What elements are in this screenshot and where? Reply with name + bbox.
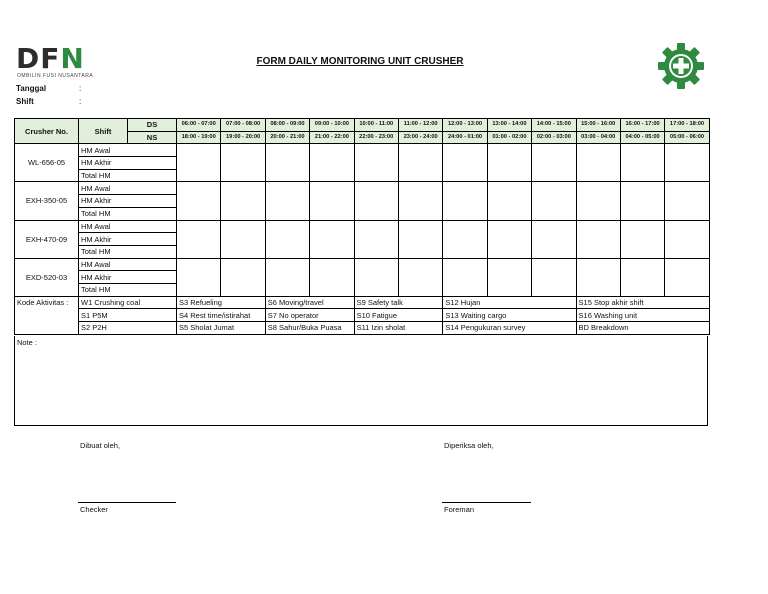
shift-row [16,97,82,106]
hour-cell[interactable] [354,258,398,296]
logo-accent: N [60,42,85,75]
gear-plus-icon [657,42,705,90]
ds-time-header: 12:00 - 13:00 [443,119,487,132]
activity-code-row [15,296,710,309]
hour-cell[interactable] [221,144,265,182]
hour-cell[interactable] [310,182,354,220]
hour-cell[interactable] [620,220,664,258]
shift-label: Shift [16,97,34,106]
hm-row-label: HM Akhir [79,157,177,170]
activity-code: S6 Moving/travel [265,296,354,309]
header-row-ds [15,119,710,132]
hour-cell[interactable] [354,182,398,220]
hm-row-label: HM Awal [79,220,177,233]
ds-label: DS [128,119,177,132]
ns-time-header: 04:00 - 05:00 [620,131,664,144]
crusher-number: EXH-470-09 [15,220,79,258]
ns-time-header: 05:00 - 06:00 [665,131,709,144]
ds-time-header: 06:00 - 07:00 [177,119,221,132]
hour-cell[interactable] [443,258,487,296]
hour-cell[interactable] [310,144,354,182]
ns-time-header: 24:00 - 01:00 [443,131,487,144]
monitoring-table [14,118,710,335]
ds-time-header: 09:00 - 10:00 [310,119,354,132]
logo-text: DF [16,42,61,75]
hour-cell[interactable] [665,182,709,220]
activity-code-label [15,322,79,335]
activity-code: S15 Stop akhir shift [576,296,709,309]
checker-label: Checker [80,505,108,514]
ds-time-header: 13:00 - 14:00 [487,119,531,132]
activity-code-label [15,309,79,322]
activity-code: S7 No operator [265,309,354,322]
activity-code-row [15,322,710,335]
hm-row-label: Total HM [79,169,177,182]
activity-code: S12 Hujan [443,296,576,309]
ds-time-header: 14:00 - 15:00 [532,119,576,132]
tanggal-colon: : [79,84,82,93]
hm-row-label: Total HM [79,245,177,258]
made-by-label: Dibuat oleh, [80,441,121,450]
activity-code: S4 Rest time/istirahat [177,309,266,322]
activity-code: S10 Fatigue [354,309,443,322]
hour-cell[interactable] [665,144,709,182]
ns-time-header: 03:00 - 04:00 [576,131,620,144]
ns-time-header: 20:00 - 21:00 [265,131,309,144]
col-crusher-header: Crusher No. [15,119,79,144]
crusher-number: EXD-520-03 [15,258,79,296]
crusher-number: EXH-350-05 [15,182,79,220]
hm-row-label: HM Akhir [79,233,177,246]
activity-code: S11 Izin sholat [354,322,443,335]
tanggal-row [16,84,82,93]
hour-cell[interactable] [443,220,487,258]
hour-cell[interactable] [398,144,442,182]
ns-time-header: 22:00 - 23:00 [354,131,398,144]
notes-label: Note : [17,338,38,347]
activity-code: S2 P2H [79,322,177,335]
activity-code-row [15,309,710,322]
ns-time-header: 23:00 - 24:00 [398,131,442,144]
ds-time-header: 17:00 - 18:00 [665,119,709,132]
foreman-signature-line[interactable] [442,502,531,503]
foreman-label: Foreman [444,505,475,514]
hour-cell[interactable] [665,220,709,258]
col-shift-header: Shift [79,119,128,144]
activity-code-label: Kode Aktivitas : [15,296,79,309]
hour-cell[interactable] [265,182,309,220]
shift-colon: : [79,97,82,106]
ns-time-header: 02:00 - 03:00 [532,131,576,144]
ns-time-header: 01:00 - 02:00 [487,131,531,144]
hour-cell[interactable] [443,182,487,220]
hour-cell[interactable] [443,144,487,182]
hm-row-label: HM Awal [79,182,177,195]
hour-cell[interactable] [310,258,354,296]
company-logo [16,42,102,81]
hm-row-label: HM Awal [79,144,177,157]
hour-cell[interactable] [221,258,265,296]
hour-cell[interactable] [177,182,221,220]
activity-code: BD Breakdown [576,322,709,335]
hour-cell[interactable] [576,258,620,296]
hour-cell[interactable] [177,220,221,258]
ds-time-header: 07:00 - 08:00 [221,119,265,132]
hour-cell[interactable] [487,182,531,220]
hour-cell[interactable] [221,182,265,220]
hour-cell[interactable] [265,144,309,182]
hm-row-label: Total HM [79,207,177,220]
ds-time-header: 16:00 - 17:00 [620,119,664,132]
hour-cell[interactable] [487,220,531,258]
logo-subtitle: OMBILIN FUSI NUSANTARA [17,73,94,79]
hour-cell[interactable] [532,144,576,182]
ns-time-header: 21:00 - 22:00 [310,131,354,144]
hour-cell[interactable] [576,220,620,258]
activity-code: S1 P5M [79,309,177,322]
form-title: FORM DAILY MONITORING UNIT CRUSHER [256,56,464,67]
ns-time-header: 18:00 - 19:00 [177,131,221,144]
ns-time-header: 19:00 - 20:00 [221,131,265,144]
table-row [15,220,710,233]
hour-cell[interactable] [177,258,221,296]
checked-by-label: Diperiksa oleh, [444,441,494,450]
ds-time-header: 11:00 - 12:00 [398,119,442,132]
hour-cell[interactable] [532,220,576,258]
table-row [15,258,710,271]
hour-cell[interactable] [620,258,664,296]
hour-cell[interactable] [620,182,664,220]
hour-cell[interactable] [487,144,531,182]
ds-time-header: 08:00 - 09:00 [265,119,309,132]
table-row [15,144,710,157]
hour-cell[interactable] [532,258,576,296]
hm-row-label: Total HM [79,283,177,296]
hour-cell[interactable] [265,258,309,296]
activity-code: S13 Waiting cargo [443,309,576,322]
hour-cell[interactable] [398,258,442,296]
hour-cell[interactable] [620,144,664,182]
hour-cell[interactable] [398,182,442,220]
crusher-number: WL-656-05 [15,144,79,182]
hour-cell[interactable] [354,220,398,258]
hm-row-label: HM Akhir [79,271,177,284]
hour-cell[interactable] [576,182,620,220]
hour-cell[interactable] [310,220,354,258]
hour-cell[interactable] [487,258,531,296]
hm-row-label: HM Awal [79,258,177,271]
activity-code: S3 Refueling [177,296,266,309]
hour-cell[interactable] [221,220,265,258]
activity-code: S9 Safety talk [354,296,443,309]
hour-cell[interactable] [576,144,620,182]
ds-time-header: 10:00 - 11:00 [354,119,398,132]
activity-code: S5 Sholat Jumat [177,322,266,335]
hour-cell[interactable] [354,144,398,182]
hm-row-label: HM Akhir [79,195,177,208]
hour-cell[interactable] [177,144,221,182]
ns-label: NS [128,131,177,144]
table-row [15,182,710,195]
activity-code: S14 Pengukuran survey [443,322,576,335]
hour-cell[interactable] [665,258,709,296]
hour-cell[interactable] [398,220,442,258]
activity-code: S8 Sahur/Buka Puasa [265,322,354,335]
tanggal-label: Tanggal [16,84,47,93]
activity-code: S16 Washing unit [576,309,709,322]
hour-cell[interactable] [532,182,576,220]
hour-cell[interactable] [265,220,309,258]
activity-code: W1 Crushing coal [79,296,177,309]
notes-box[interactable] [14,336,708,426]
checker-signature-line[interactable] [78,502,176,503]
ds-time-header: 15:00 - 16:00 [576,119,620,132]
